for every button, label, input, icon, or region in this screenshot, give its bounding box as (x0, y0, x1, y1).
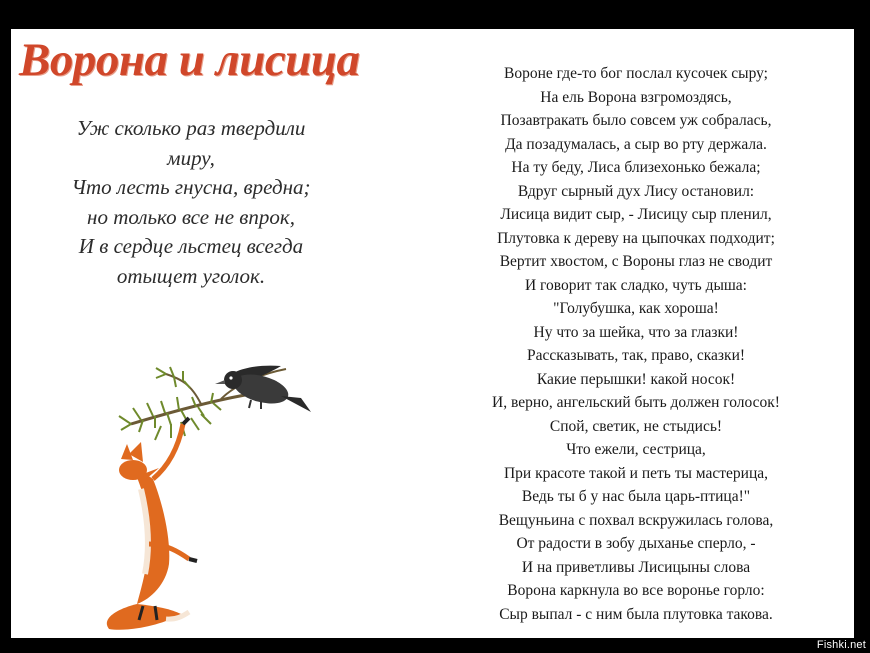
page-title: Ворона и лисица (19, 34, 360, 86)
poem-line: И на приветливы Лисицыны слова (521, 558, 751, 576)
poem-text (426, 62, 846, 626)
poem-line: На ель Ворона взгромоздясь, (540, 88, 732, 106)
moral-line: но только все не впрок, (87, 204, 295, 229)
moral-stanza (31, 114, 351, 291)
poem-line: Ворона каркнула во все воронье горло: (507, 582, 765, 599)
poem-line: Ведь ты б у нас была царь-птица!" (521, 488, 751, 505)
crow-drawing (215, 366, 311, 412)
poem-line: Вороне где-то бог послал кусочек сыру; (504, 65, 768, 82)
poem-line: Спой, светик, не стыдись! (549, 417, 723, 435)
poem-line: От радости в зобу дыханье сперло, - (516, 535, 756, 552)
poem-line: Что ежели, сестрица, (566, 441, 706, 458)
moral-line: Что лесть гнусна, вредна; (71, 175, 311, 199)
poem-line: Позавтракать было совсем уж собралась, (500, 112, 772, 129)
crow-and-fox-illustration (71, 314, 351, 634)
moral-line: И в сердце льстец всегда (78, 234, 304, 258)
poem-line: И, верно, ангельский быть должен голосок! (492, 394, 780, 411)
poem-line: Вдруг сырный дух Лису остановил: (517, 182, 755, 200)
poem-line: Плутовка к дереву на цыпочках подходит; (497, 229, 775, 247)
poem-line: Вещуньина с похвал вскружилась голова, (498, 511, 774, 529)
poem-line: На ту беду, Лиса близехонько бежала; (511, 159, 761, 176)
poem-line: Рассказывать, так, право, сказки! (526, 347, 746, 364)
moral-line: миру, (167, 145, 215, 170)
poem-line: Да позадумалась, а сыр во рту держала. (505, 135, 767, 153)
fox-drawing (107, 418, 197, 630)
poem-line: Вертит хвостом, с Вороны глаз не сводит (499, 253, 773, 270)
moral-line: Уж сколько раз твердили (76, 116, 306, 140)
poem-line: При красоте такой и петь ты мастерица, (503, 464, 769, 482)
poem-line: И говорит так сладко, чуть дыша: (524, 276, 747, 294)
page-sheet (11, 29, 854, 638)
moral-line: отыщет уголок. (116, 263, 266, 288)
poem-line: Какие перышки! какой носок! (536, 370, 736, 388)
watermark: Fishki.net (816, 639, 866, 651)
poem-line: Лисица видит сыр, - Лисицу сыр пленил, (500, 206, 772, 223)
poem-line: Сыр выпал - с ним была плутовка такова. (499, 605, 773, 623)
poem-line: "Голубушка, как хороша! (553, 300, 719, 317)
poem-line: Ну что за шейка, что за глазки! (533, 323, 739, 341)
